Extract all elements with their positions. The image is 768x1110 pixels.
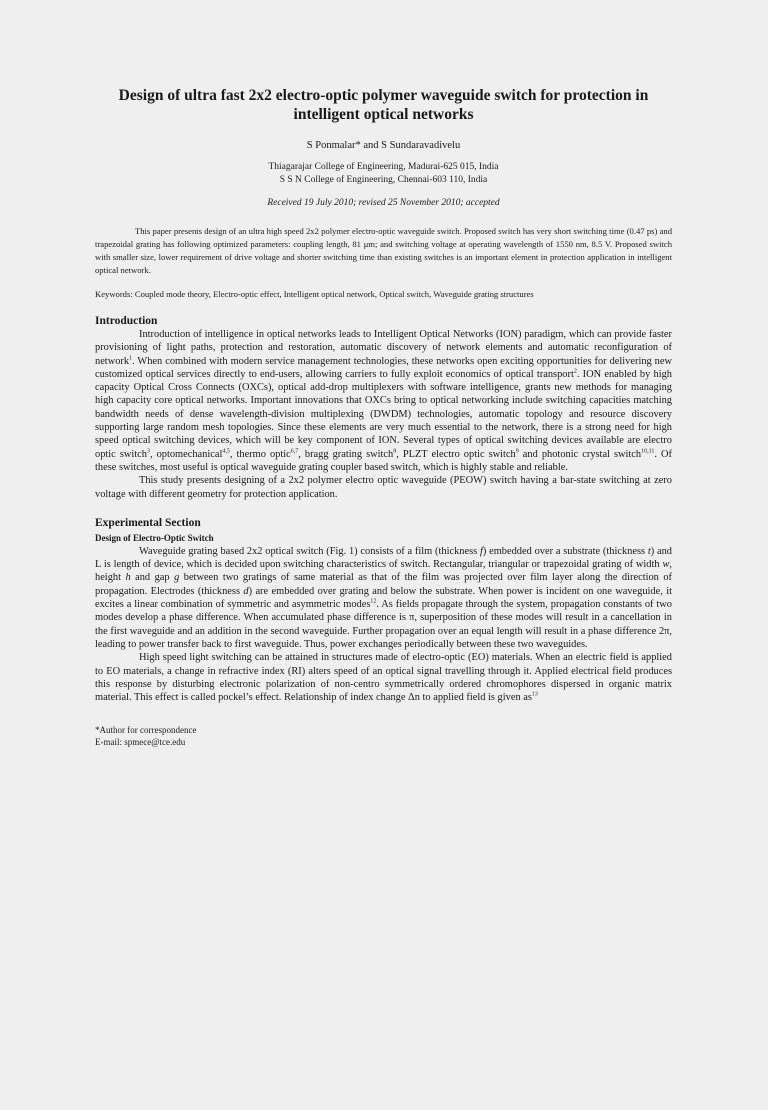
text-run: , height: [95, 559, 672, 584]
text-run: , thermo optic: [229, 448, 291, 460]
variable-w: w: [662, 559, 670, 571]
footnote-correspondence: *Author for correspondence: [95, 725, 197, 736]
citation-ref: 2: [573, 368, 577, 375]
text-run: between two gratings of same material as that of the film was projected over film layer along the direction of propagation. Electrodes (thickness: [95, 572, 672, 597]
text-run: , optomechanical: [149, 448, 223, 460]
citation-ref: 13: [531, 691, 538, 698]
affiliation-1: Thiagarajar College of Engineering, Madurai-625 015, India: [268, 162, 499, 172]
footnote: [95, 724, 672, 748]
text-run: . Of these switches, most useful is optical waveguide grating coupler based switch, which is highly stable and reliable.: [95, 448, 672, 473]
intro-paragraph-1: [95, 328, 672, 474]
experimental-paragraph-1: [95, 545, 672, 651]
section-heading-experimental: Experimental Section: [95, 516, 201, 529]
text-run: High speed light switching can be attained in structures made of electro-optic (EO) materials. When an electric field is applied to EO materials, a change in refractive index (RI) alters speed of an optical signal travelling through it. Applied electrical field produces this response by disturbing electronic polarization of non-centro symmetrically ordered chromophores dispersed in organic matrix material. This effect is called pockel’s effect. Relationship of index change Δn to applied field is given as: [95, 652, 672, 704]
footnote-email: E-mail: spmece@tce.edu: [95, 737, 186, 748]
text-run: , PLZT electro optic switch: [396, 448, 516, 460]
citation-ref: 6,7: [290, 448, 299, 455]
variable-t: t: [647, 545, 651, 557]
text-run: ) and L is length of device, which is decided upon switching characteristics of switch. Rectangular, triangular or trapezoidal grating of width: [95, 545, 672, 571]
text-run: , bragg grating switch: [298, 448, 394, 460]
text-run: and gap: [130, 572, 175, 584]
subsection-heading-design: Design of Electro-Optic Switch: [95, 532, 214, 543]
affiliation-2: S S N College of Engineering, Chennai-603 110, India: [279, 175, 488, 185]
citation-ref: 8: [393, 448, 397, 455]
citation-ref: 4,5: [222, 448, 230, 455]
keywords: Keywords: Coupled mode theory, Electro-optic effect, Intelligent optical network, Optical switch, Waveguide grating structures: [95, 289, 534, 299]
text-run: Waveguide grating based 2x2 optical switch (Fig. 1) consists of a film (thickness: [139, 545, 480, 557]
text-run: and photonic crystal switch: [518, 448, 642, 460]
paper-title: Design of ultra fast 2x2 electro-optic polymer waveguide switch for protection in intelligent optical networks: [118, 87, 649, 123]
section-heading-introduction: Introduction: [95, 315, 158, 327]
text-run: . ION enabled by high capacity Optical Cross Connects (OXCs), optical add-drop multiplexers with software intelligence, grants new methods for managing high capacity core optical networks. Important innovations that OXCs bring to optical networking include switching capacities matching bandwidth needs of dense wavelength-division multiplexing (DWDM) technologies, automatic topology and resource discovery supporting large random mesh topologies. Since these elements are very much essential to the network, there is a strong need for high speed optical switching devices, which will be key component of ION. Several types of optical switching devices available are electro optic switch: [95, 368, 672, 460]
text-run: . As fields propagate through the system, propagation constants of two modes develop a phase difference. When accumulated phase difference is π, superposition of these modes will result in a cancellation in the first waveguide and an addition in the second waveguide. Further propagation over an equal length will result in a phase difference 2π, leading to power transfer back to first waveguide. Thus, power exchanges periodically between these two waveguides.: [95, 599, 672, 650]
citation-ref: 12: [370, 598, 377, 605]
citation-ref: 3: [146, 448, 150, 455]
variable-g: g: [174, 572, 180, 584]
variable-f: f: [479, 545, 483, 557]
affiliations: [95, 161, 672, 187]
text-run: . When combined with modern service management technologies, these networks open exciting opportunities for delivering new customized optical services directly to end-users, allowing carriers to fully exploit economics of optical transport: [95, 355, 672, 380]
paper-page: [0, 86, 768, 1110]
intro-paragraph-2: This study presents designing of a 2x2 polymer electro optic waveguide (PEOW) switch having a bar-state switching at zero voltage with different geometry for protection application.: [95, 475, 672, 500]
experimental-paragraph-2: [95, 651, 672, 704]
citation-ref: 9: [515, 448, 519, 455]
text-run: ) are embedded over grating and below the substrate. When power is incident on one waveguide, it excites a linear combination of symmetric and asymmetric modes: [95, 585, 672, 611]
citation-ref: 1: [129, 355, 133, 362]
abstract: This paper presents design of an ultra high speed 2x2 polymer electro-optic waveguide switch. Proposed switch has very short switching time (0.47 ps) and trapezoidal grating has following optimized parameters: coupling length, 81 μm; and switching voltage at operating wavelength of 1550 nm, 8.5 V. Proposed switch with smaller size, lower requirement of drive voltage and shorter switching time than existing switches is an important element in protection application in intelligent optical network.: [95, 226, 672, 275]
text-run: ) embedded over a substrate (thickness: [482, 545, 648, 557]
variable-h: h: [125, 572, 131, 584]
text-run: Introduction of intelligence in optical networks leads to Intelligent Optical Networks (ION) paradigm, which can provide faster provisioning of light paths, protection and restoration, automatic discovery of network elements and automatic reconfiguration of network: [95, 329, 672, 367]
authors: S Ponmalar* and S Sundaravadivelu: [306, 140, 461, 151]
received-dates: Received 19 July 2010; revised 25 November 2010; accepted: [267, 198, 500, 208]
variable-d: d: [243, 585, 249, 597]
citation-ref: 10,11: [641, 448, 655, 455]
